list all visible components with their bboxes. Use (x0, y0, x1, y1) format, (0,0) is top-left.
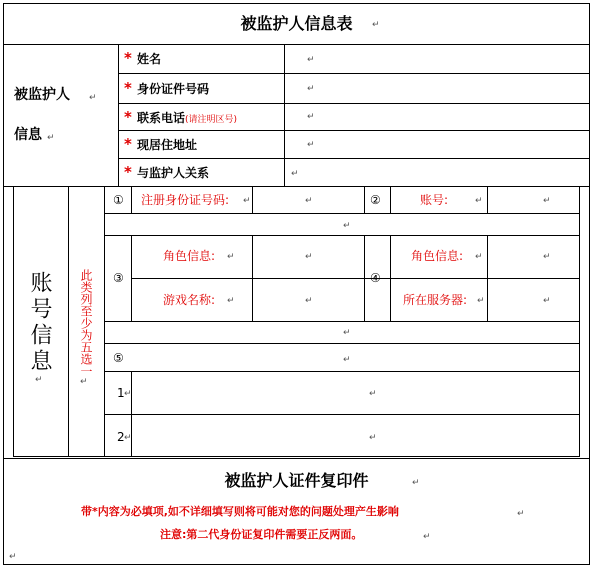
col-divider (131, 186, 132, 213)
paragraph-mark: ↵ (80, 377, 88, 387)
paragraph-mark: ↵ (369, 389, 377, 399)
row-2-input[interactable] (132, 415, 579, 457)
required-fields-note: 带*内容为必填项,如不详细填写则将可能对您的问题处理产生影响 (81, 505, 399, 518)
col-divider (364, 235, 365, 321)
phone-input[interactable] (285, 104, 589, 130)
paragraph-mark: ↵ (47, 133, 55, 143)
required-star: * (124, 49, 132, 67)
id-copy-notice: 注意:第二代身份证复印件需要正反两面。 (160, 528, 363, 541)
name-input[interactable] (285, 45, 589, 73)
paragraph-mark: ↵ (372, 20, 380, 30)
item-number-1: ① (113, 193, 124, 207)
paragraph-mark: ↵ (9, 552, 17, 562)
paragraph-mark: ↵ (124, 389, 132, 399)
col-divider (131, 235, 132, 321)
field-note: (请注明区号) (184, 115, 237, 125)
paragraph-mark: ↵ (291, 169, 299, 179)
col-divider (390, 235, 391, 321)
paragraph-mark: ↵ (307, 112, 315, 122)
paragraph-mark: ↵ (475, 196, 483, 206)
paragraph-mark: ↵ (412, 478, 420, 488)
guardian-section-label: 被监护人 (14, 87, 70, 103)
field-label: 姓名 (136, 52, 161, 66)
paragraph-mark: ↵ (307, 84, 315, 94)
row-number-2: 2 (117, 430, 125, 444)
paragraph-mark: ↵ (307, 55, 315, 65)
paragraph-mark: ↵ (475, 252, 483, 262)
paragraph-mark: ↵ (305, 196, 313, 206)
item-number-5: ⑤ (113, 351, 124, 365)
required-star: * (124, 163, 132, 181)
paragraph-mark: ↵ (423, 532, 431, 542)
field-label: 与监护人关系 (136, 166, 209, 180)
required-star: * (124, 108, 132, 126)
paragraph-mark: ↵ (227, 296, 235, 306)
field-row-phone (124, 107, 237, 126)
role-info-input[interactable] (488, 236, 579, 278)
guardian-label-divider (118, 44, 119, 187)
paragraph-mark: ↵ (124, 433, 132, 443)
row-number-1: 1 (117, 386, 125, 400)
paragraph-mark: ↵ (543, 296, 551, 306)
row-1-input[interactable] (132, 372, 579, 414)
required-star: * (124, 135, 132, 153)
paragraph-mark: ↵ (343, 328, 351, 338)
paragraph-mark: ↵ (543, 196, 551, 206)
item-number-4: ④ (370, 271, 381, 285)
account-selection-note: 此类列至少为五选一 (79, 269, 93, 377)
field-row-relation (124, 162, 209, 181)
account-input[interactable] (488, 187, 579, 213)
col-divider (390, 186, 391, 213)
id-copy-title: 被监护人证件复印件 (224, 471, 369, 490)
relation-input[interactable] (285, 159, 589, 186)
role-info-label: 角色信息: (163, 249, 216, 263)
field-label: 联系电话 (136, 111, 185, 125)
paragraph-mark: ↵ (227, 252, 235, 262)
id-number-input[interactable] (285, 74, 589, 103)
server-label: 所在服务器: (403, 293, 468, 307)
field-row-id-number (124, 78, 209, 97)
account-section-label: 账号信息 (27, 271, 52, 375)
paragraph-mark: ↵ (305, 296, 313, 306)
paragraph-mark: ↵ (305, 252, 313, 262)
field-label: 身份证件号码 (136, 82, 209, 96)
form-title: 被监护人信息表 (240, 14, 353, 33)
required-star: * (124, 79, 132, 97)
game-name-label: 游戏名称: (163, 293, 216, 307)
guardian-section-label: 信息 (14, 127, 42, 143)
id-number-label: 注册身份证号码: (141, 193, 230, 207)
paragraph-mark: ↵ (543, 252, 551, 262)
item-number-3: ③ (113, 271, 124, 285)
paragraph-mark: ↵ (343, 355, 351, 365)
field-label: 现居住地址 (136, 138, 197, 152)
item-number-2: ② (370, 193, 381, 207)
role-info-label: 角色信息: (411, 249, 464, 263)
col-divider (68, 186, 69, 457)
paragraph-mark: ↵ (477, 296, 485, 306)
col-divider (364, 186, 365, 213)
row-divider (104, 321, 580, 322)
paragraph-mark: ↵ (343, 221, 351, 231)
paragraph-mark: ↵ (35, 375, 43, 385)
item-5-input[interactable] (132, 344, 579, 371)
field-row-name (124, 48, 161, 67)
paragraph-mark: ↵ (243, 196, 251, 206)
guardian-info-form (3, 3, 590, 565)
paragraph-mark: ↵ (307, 140, 315, 150)
address-input[interactable] (285, 131, 589, 158)
row-divider (104, 213, 580, 214)
paragraph-mark: ↵ (89, 93, 97, 103)
paragraph-mark: ↵ (517, 509, 525, 519)
paragraph-mark: ↵ (369, 433, 377, 443)
account-label: 账号: (420, 193, 449, 207)
field-row-address (124, 134, 197, 153)
server-input[interactable] (488, 279, 579, 321)
